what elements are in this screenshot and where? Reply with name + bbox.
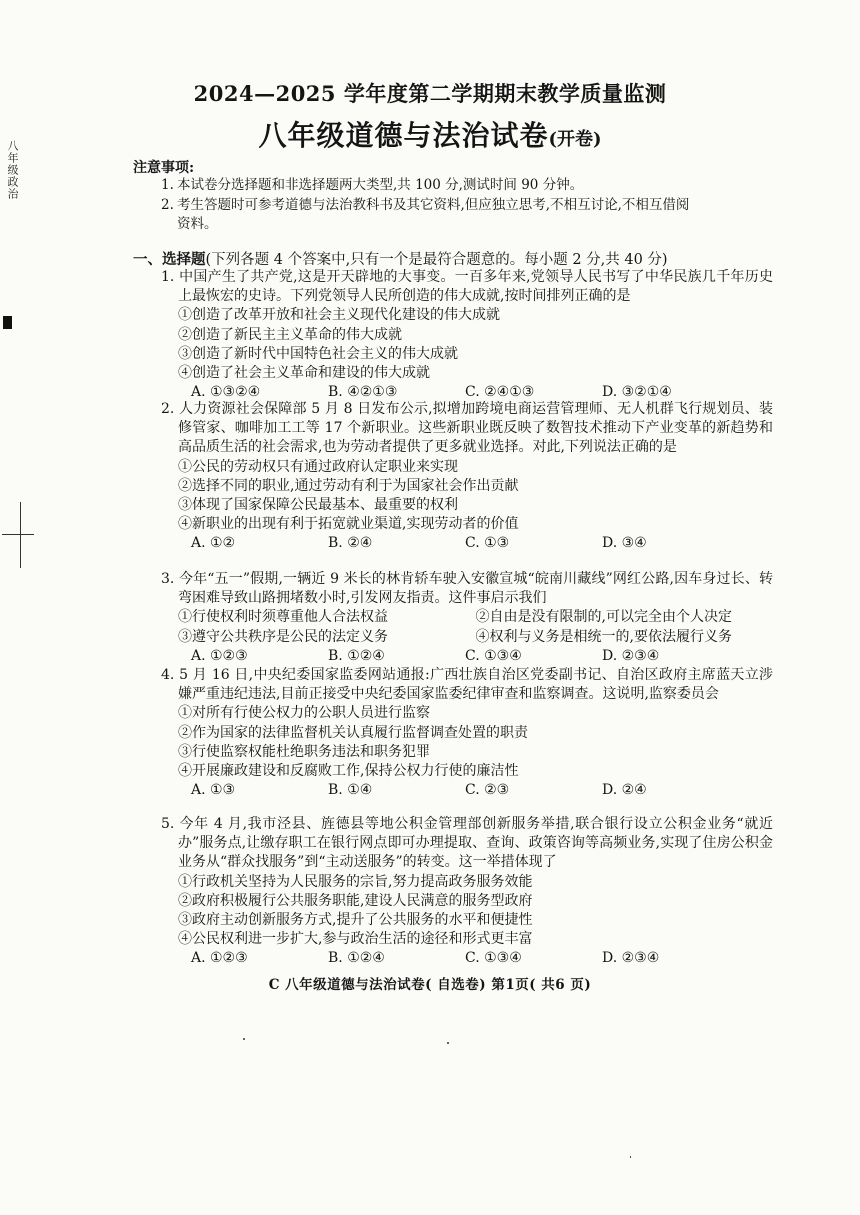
notes-heading: 注意事项: [133,160,195,176]
question-option: ④权利与义务是相统一的,要依法履行义务 [475,628,732,645]
note-text: 考生答题时可参考道德与法治教科书及其它资料,但应独立思考,不相互讨论,不相互借阅 [177,197,690,213]
section-heading [133,250,668,270]
question-stem: 2. 人力资源社会保障部 5 月 8 日发布公示,拟增加跨境电商运营管理师、无人机群飞行规划员、装修管家、咖啡加工工等 17 个新职业。这些新职业既反映了数智技术推动下产业变革的新趋势和高品质生活的社会需求,也为劳动者提供了更多就业选择。对此,下列说法正确的是 [161,401,773,456]
registration-mark [3,316,12,329]
choice-d: D. ③④ [602,535,647,552]
question-option: ②作为国家的法律监督机关认真履行监督调查处置的职责 [178,724,528,741]
choice-c: C. ①③ [465,535,510,552]
choice-d: D. ③②①④ [602,384,672,401]
choice-c: C. ②④①③ [465,384,535,401]
question-stem: 5. 今年 4 月,我市泾县、旌德县等地公积金管理部创新服务举措,联合银行设立公积金业务“就近办”服务点,让缴存职工在银行网点即可办理提取、查询、政策咨询等高频业务,实现了住房公积金业务从“群众找服务”到“主动送服务”的转变。这一举措体现了 [161,816,773,871]
question-option: ③行使监察权能杜绝职务违法和职务犯罪 [178,743,430,760]
answer-choices [161,949,773,968]
scan-speck [630,1156,631,1158]
subject-title-note: (开卷) [548,129,602,150]
question-option: ②选择不同的职业,通过劳动有利于为国家社会作出贡献 [178,477,519,494]
question-option: ①创造了改革开放和社会主义现代化建设的伟大成就 [178,307,500,324]
fold-mark-horizontal [2,534,34,535]
question-stem: 3. 今年“五一”假期,一辆近 9 米长的林肯轿车驶入安徽宣城“皖南川藏线”网红公路,因车身过长、转弯困难导致山路拥堵数小时,引发网友指责。这件事启示我们 [161,571,773,607]
answer-choices [161,647,773,666]
note-number: 2. [161,197,174,213]
question-option: ④公民权利进一步扩大,参与政治生活的途径和形式更丰富 [178,931,533,948]
choice-b: B. ②④ [328,535,373,552]
question-option: ②自由是没有限制的,可以完全由个人决定 [475,609,732,626]
question [161,570,773,666]
question-option: ②政府积极履行公共服务职能,建设人民满意的服务型政府 [178,892,533,909]
choice-b: B. ④②①③ [328,384,398,401]
question-option: ①行使权利时须尊重他人合法权益 [178,609,388,626]
page-footer: C 八年级道德与法治试卷( 自选卷) 第1页( 共6 页) [268,977,592,993]
question-option: ①行政机关坚持为人民服务的宗旨,努力提高政务服务效能 [178,873,533,890]
question-option: ④创造了社会主义革命和建设的伟大成就 [178,365,430,382]
subject-title-text: 八年级道德与法治试卷 [258,119,549,152]
choice-c: C. ①③④ [465,647,522,664]
question-option: ①对所有行使公权力的公职人员进行监察 [178,705,430,722]
section-description: (下列各题 4 个答案中,只有一个是最符合题意的。每小题 2 分,共 40 分) [205,252,668,268]
choice-b: B. ①④ [328,782,373,799]
binding-side-label: 八年级政治 [6,140,19,200]
choice-c: C. ②③ [465,782,510,799]
question-option: ④开展廉政建设和反腐败工作,保持公权力行使的廉洁性 [178,763,519,780]
question-option: ③政府主动创新服务方式,提升了公共服务的水平和便捷性 [178,912,533,929]
fold-mark-vertical [20,502,21,568]
answer-choices [161,781,773,800]
question [161,268,773,402]
scan-speck [243,1038,245,1040]
choice-a: A. ①②③ [191,647,248,664]
note-item [161,196,773,234]
choice-d: D. ②③④ [602,950,660,967]
note-text: 本试卷分选择题和非选择题两大类型,共 100 分,测试时间 90 分钟。 [177,177,584,193]
choice-a: A. ①③ [191,782,236,799]
note-number: 1. [161,177,174,193]
question-option: ③遵守公共秩序是公民的法定义务 [178,628,388,645]
section-label: 一、选择题 [133,251,206,268]
choice-a: A. ①② [191,535,236,552]
question [161,400,773,554]
question-stem: 1. 中国产生了共产党,这是开天辟地的大事变。一百多年来,党领导人民书写了中华民族几千年历史上最恢宏的史诗。下列党领导人民所创造的伟大成就,按时间排列正确的是 [161,269,773,305]
question [161,666,773,800]
question [161,815,773,969]
choice-b: B. ①②④ [328,950,385,967]
exam-title: 2024—2025 学年度第二学期期末教学质量监测 [193,81,667,106]
choice-a: A. ①③②④ [191,384,261,401]
question-option: ③创造了新时代中国特色社会主义的伟大成就 [178,345,458,362]
question-option-row [161,608,773,627]
question-option: ②创造了新民主主义革命的伟大成就 [178,326,402,343]
choice-d: D. ②④ [602,782,647,799]
question-stem: 4. 5 月 16 日,中央纪委国家监委网站通报:广西壮族自治区党委副书记、自治区政府主席蓝天立涉嫌严重违纪违法,目前正接受中央纪委国家监委纪律审查和监察调查。这说明,监察委员会 [161,667,773,703]
choice-c: C. ①③④ [465,950,522,967]
question-option-row [161,628,773,647]
question-option: ①公民的劳动权只有通过政府认定职业来实现 [178,458,458,475]
note-item [161,176,773,195]
subject-title [0,114,860,154]
note-text-continued: 资料。 [177,216,218,232]
answer-choices [161,534,773,553]
choice-a: A. ①②③ [191,950,248,967]
choice-b: B. ①②④ [328,647,385,664]
scan-speck [447,1042,449,1044]
choice-d: D. ②③④ [602,647,660,664]
question-option: ④新职业的出现有利于拓宽就业渠道,实现劳动者的价值 [178,516,519,533]
question-option: ③体现了国家保障公民最基本、最重要的权利 [178,497,458,514]
